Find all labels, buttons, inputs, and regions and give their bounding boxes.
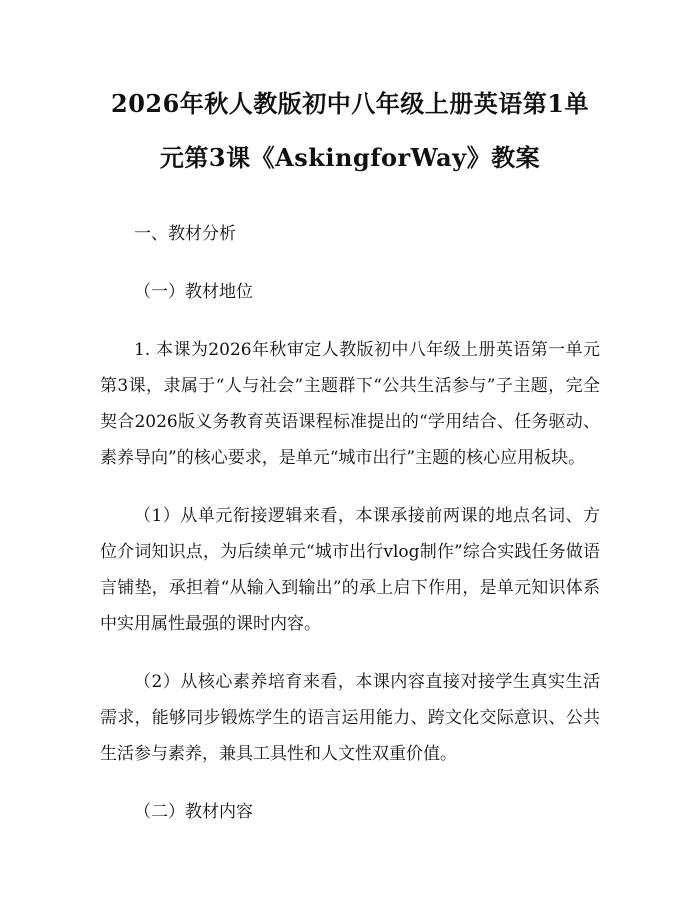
paragraph-core-literacy: （2）从核心素养培育来看，本课内容直接对接学生真实生活需求，能够同步锻炼学生的语言运用能力、跨文化交际意识、公共生活参与素养，兼具工具性和人文性双重价值。 (100, 672, 600, 764)
document-body (100, 216, 600, 830)
title-line-1: 2026年秋人教版初中八年级上册英语第1单 (111, 89, 589, 118)
paragraph-unit-connection: （1）从单元衔接逻辑来看，本课承接前两课的地点名词、方位介词知识点，为后续单元“城市出行vlog制作”综合实践任务做语言铺垫，承担着“从输入到输出”的承上启下作用，是单元知识体系中实用属性最强的课时内容。 (100, 506, 600, 634)
title-line-2: 元第3课《AskingforWay》教案 (159, 143, 541, 172)
subsection-heading-textbook-status: （一）教材地位 (134, 282, 253, 302)
paragraph-lesson-overview: 1. 本课为2026年秋审定人教版初中八年级上册英语第一单元第3课，隶属于“人与社会”主题群下“公共生活参与”子主题，完全契合2026版义务教育英语课程标准提出的“学用结合、任务驱动、素养导向”的核心要求，是单元“城市出行”主题的核心应用板块。 (100, 340, 600, 468)
document-title (100, 82, 600, 180)
subsection-heading-textbook-content: （二）教材内容 (134, 802, 253, 822)
section-heading-textbook-analysis: 一、教材分析 (134, 224, 236, 244)
